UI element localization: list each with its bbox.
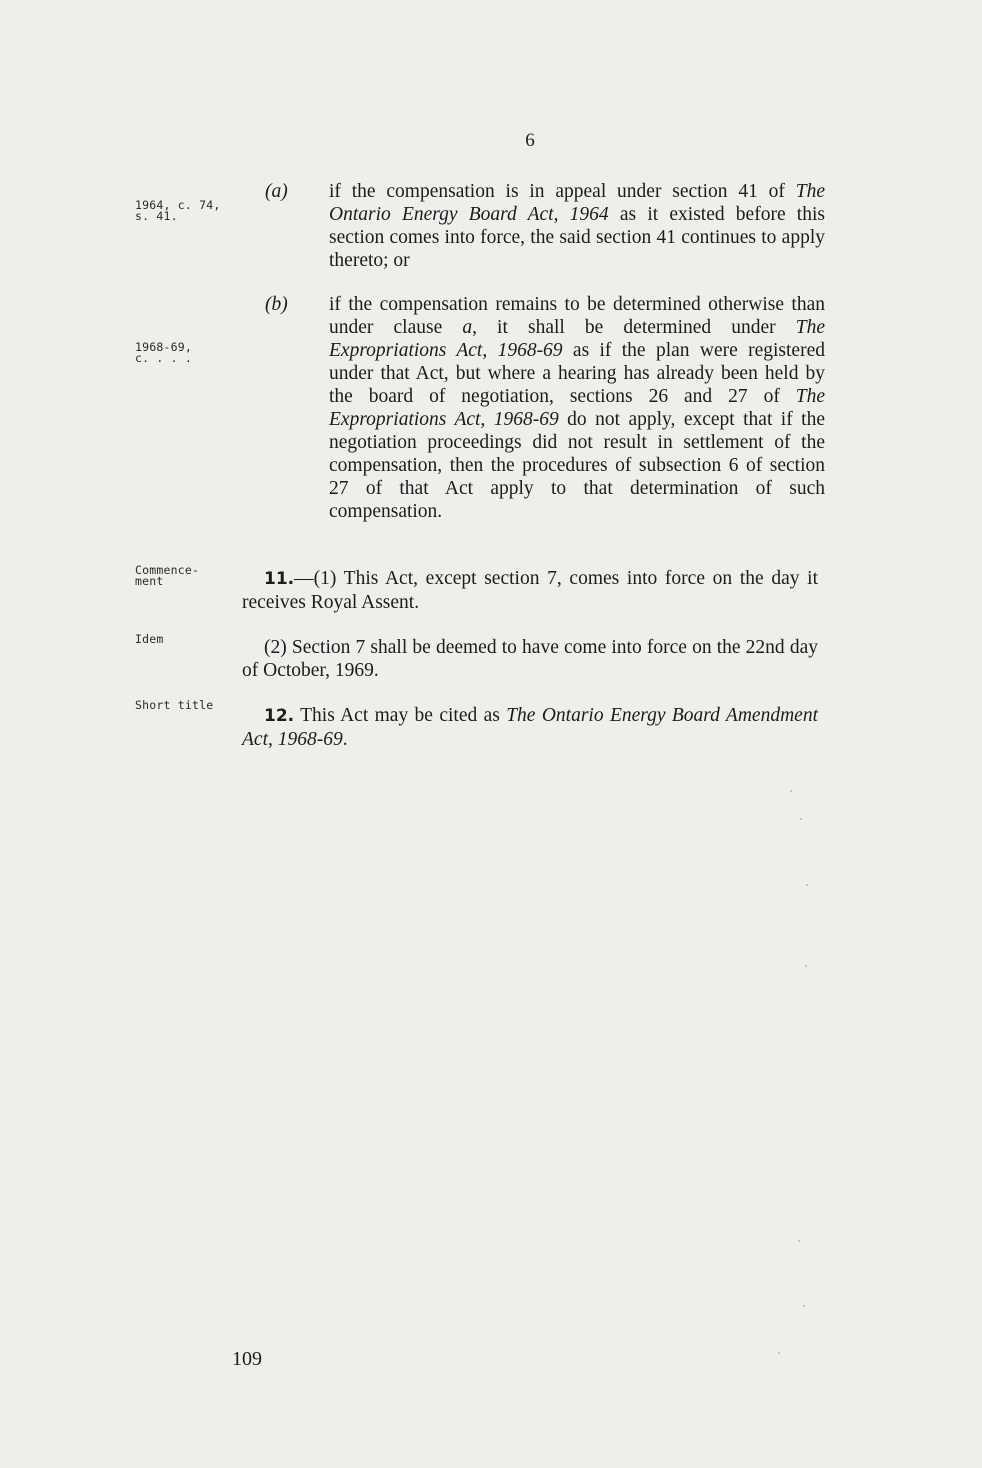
clause-b-act-title-1: The Expropriations Act, 1968-69	[329, 317, 825, 361]
paper-speck	[805, 965, 807, 967]
clause-b-label: (b)	[265, 294, 288, 315]
paper-speck	[778, 1352, 780, 1354]
clause-a	[265, 180, 825, 272]
paper-speck	[790, 790, 792, 792]
paper-speck	[800, 818, 802, 820]
section-12-text-2: .	[342, 729, 348, 750]
clause-b-clause-ref: a	[462, 317, 473, 338]
clause-a-act-title: The Ontario Energy Board Act, 1964	[329, 181, 825, 225]
margin-note-1968-line1: 1968-69,	[135, 340, 192, 354]
page-number: 6	[525, 130, 535, 151]
section-12	[242, 704, 818, 751]
margin-note-commencement	[135, 565, 199, 587]
section-12-number: 12.	[264, 706, 295, 726]
clause-b-act-title-2: The Expropriations Act, 1968-69	[329, 386, 825, 430]
margin-note-1964-line2: s. 41.	[135, 209, 178, 223]
clause-a-text-2: as it existed before this section comes into force, the said section 41 continues to apply thereto; or	[329, 204, 825, 271]
margin-note-commencement-line1: Commence-	[135, 563, 200, 577]
section-11	[242, 567, 818, 614]
paper-speck	[798, 1240, 800, 1242]
paper-speck	[803, 1305, 805, 1307]
margin-note-1968-line2: c. . . .	[135, 351, 192, 365]
section-11-2	[242, 636, 818, 682]
clause-b-text-3: as if the plan were registered under that Act, but where a hearing has already been held by the board of negotiation, sections 26 and 27 of	[329, 340, 825, 407]
clause-a-label: (a)	[265, 181, 288, 202]
footer-page-number: 109	[232, 1348, 262, 1370]
section-11-text: —(1) This Act, except section 7, comes into force on the day it receives Royal Assent.	[242, 568, 818, 613]
margin-note-short-title: Short title	[135, 698, 214, 712]
clause-b	[265, 293, 825, 523]
section-12-text-1: This Act may be cited as	[294, 705, 507, 726]
clause-a-text-1: if the compensation is in appeal under section 41 of	[329, 181, 796, 202]
margin-note-1964	[135, 200, 220, 222]
section-11-2-text: (2) Section 7 shall be deemed to have come into force on the 22nd day of October, 1969.	[242, 637, 818, 681]
section-12-act-title: The Ontario Energy Board Amendment Act, 1968-69	[242, 705, 818, 750]
clause-b-text-2: , it shall be determined under	[472, 317, 796, 338]
clause-b-body	[329, 293, 825, 523]
clause-a-body	[329, 180, 825, 272]
margin-note-idem: Idem	[135, 632, 164, 646]
paper-speck	[806, 884, 808, 886]
margin-note-1964-line1: 1964, c. 74,	[135, 198, 221, 212]
margin-note-1968	[135, 342, 192, 364]
section-11-number: 11.	[264, 569, 295, 589]
clause-b-text-4: do not apply, except that if the negotiation proceedings did not result in settlement of the compensation, then the procedures of subsection 6 of section 27 of that Act apply to that determination of such compensation.	[329, 409, 825, 522]
clause-b-text-1: if the compensation remains to be determined otherwise than under clause	[329, 294, 825, 338]
margin-note-commencement-line2: ment	[135, 574, 164, 588]
